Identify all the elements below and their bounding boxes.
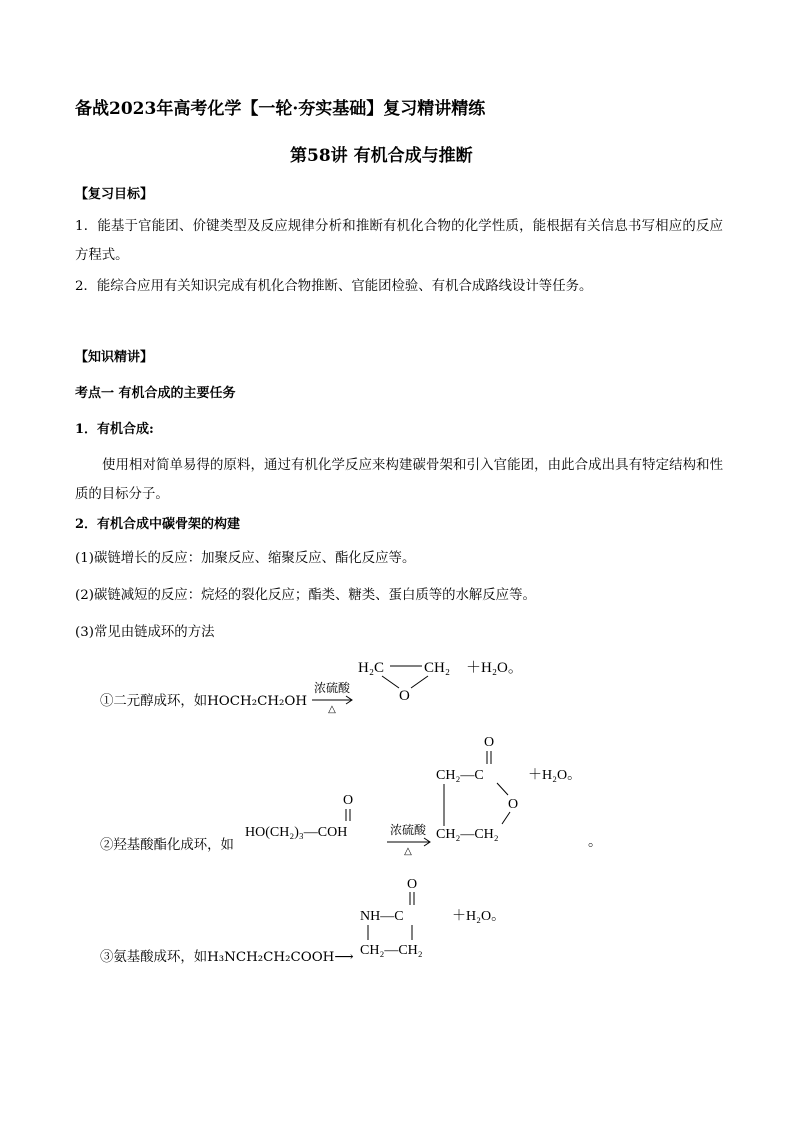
r2-trailing: 。 xyxy=(588,835,602,850)
r2-water: ＋H₂O。 xyxy=(528,768,582,783)
reaction-1-condition-bottom: △ xyxy=(328,704,336,715)
r3-top-o: O xyxy=(407,877,418,892)
ring-formation-item: (3)常见由链成环的方法 xyxy=(75,625,215,640)
knowledge-heading: 【知识精讲】 xyxy=(75,350,154,365)
goals-heading: 【复习目标】 xyxy=(75,187,154,202)
reaction-2-condition-bottom: △ xyxy=(404,846,412,857)
reaction-2-condition-top: 浓硫酸 xyxy=(389,823,427,837)
reaction-1-label: ①二元醇成环，如HOCH₂CH₂OH xyxy=(100,694,308,709)
reaction-1-condition-top: 浓硫酸 xyxy=(313,681,351,695)
reaction-1-arrow xyxy=(312,680,352,715)
reaction-2-reactant xyxy=(245,793,353,840)
r3-water: ＋H₂O。 xyxy=(452,909,506,924)
chain-shortening-item: (2)碳链减短的反应：烷烃的裂化反应；酯类、糖类、蛋白质等的水解反应等。 xyxy=(75,588,536,603)
lecture-title: 第58讲 有机合成与推断 xyxy=(290,146,473,166)
r2-ch2-ch2: CH₂—CH₂ xyxy=(436,827,499,842)
document-title: 备战2023年高考化学【一轮·夯实基础】复习精讲精练 xyxy=(75,99,486,119)
goal-item-1: 1．能基于官能团、价键类型及反应规律分析和推断有机化合物的化学性质，能根据有关信息书写相应的反应方程式。 xyxy=(75,219,723,263)
r3-ch2-ch2: CH₂—CH₂ xyxy=(360,943,423,958)
carbon-skeleton-heading: 2．有机合成中碳骨架的构建 xyxy=(75,517,241,532)
r1-o: O xyxy=(399,688,410,704)
r2-top-o: O xyxy=(484,735,495,750)
r1-ch2: CH₂ xyxy=(424,660,451,676)
r1-h2c: H₂C xyxy=(358,660,385,676)
r3-nh-c: NH—C xyxy=(360,909,404,924)
r2-reactant: HO(CH₂)₃—COH xyxy=(245,825,348,840)
reaction-2-label: ②羟基酸酯化成环，如 xyxy=(100,838,234,853)
organic-synthesis-heading: 1．有机合成: xyxy=(75,422,154,437)
reaction-2-arrow xyxy=(387,822,430,857)
r1-water: ＋H₂O。 xyxy=(466,660,523,676)
reaction-3-product xyxy=(360,877,505,958)
organic-synthesis-definition: 使用相对简单易得的原料，通过有机化学反应来构建碳骨架和引入官能团，由此合成出具有特定结构和性质的目标分子。 xyxy=(75,458,723,502)
point-one-heading: 考点一 有机合成的主要任务 xyxy=(75,386,236,401)
chain-growth-item: (1)碳链增长的反应：加聚反应、缩聚反应、酯化反应等。 xyxy=(75,551,416,566)
r2-reactant-o: O xyxy=(343,793,354,808)
r2-ch2-c: CH₂—C xyxy=(436,768,484,783)
reaction-3-label: ③氨基酸成环，如H₃NCH₂CH₂COOH⟶ xyxy=(100,950,354,965)
r2-ring-o: O xyxy=(508,797,519,812)
reaction-1-product xyxy=(358,660,523,704)
reaction-2-product xyxy=(436,735,602,850)
goal-item-2: 2．能综合应用有关知识完成有机化合物推断、官能团检验、有机合成路线设计等任务。 xyxy=(75,279,593,294)
